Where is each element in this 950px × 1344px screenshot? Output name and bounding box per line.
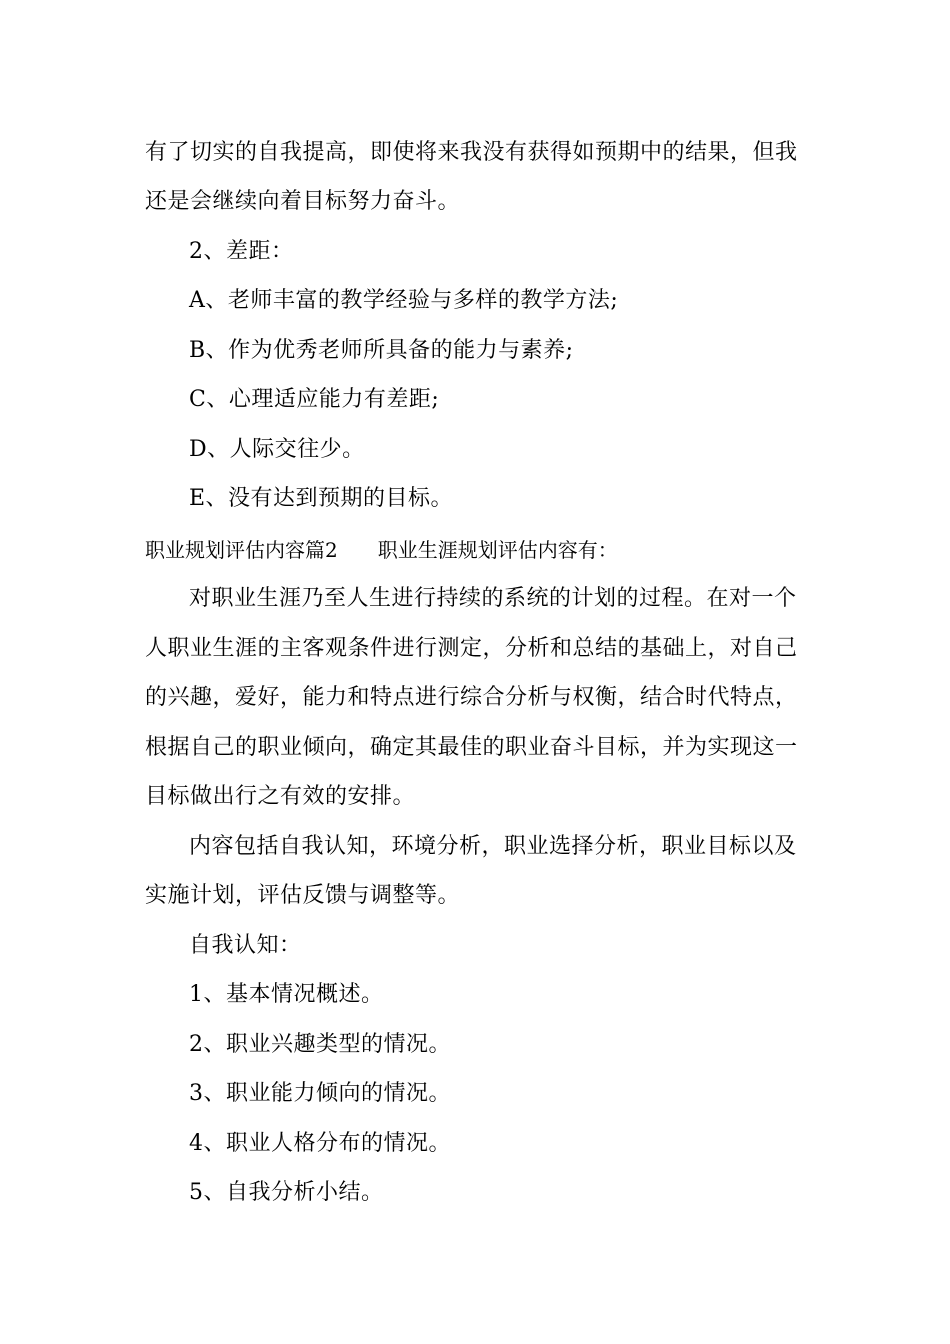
article-title: 职业规划评估内容篇2 [145, 538, 338, 562]
self-awareness-item-1: 1、基本情况概述。 [189, 982, 384, 1007]
self-awareness-heading: 自我认知： [189, 933, 302, 958]
self-awareness-item-5: 5、自我分析小结。 [189, 1180, 384, 1205]
self-awareness-item-3: 3、职业能力倾向的情况。 [189, 1081, 451, 1106]
gap-item-c: C、心理适应能力有差距; [189, 387, 440, 412]
gap-item-e: E、没有达到预期的目标。 [189, 486, 454, 511]
paragraph1-line-2: 人职业生涯的主客观条件进行测定，分析和总结的基础上，对自己 [145, 636, 798, 661]
continuation-line-1: 有了切实的自我提高，即使将来我没有获得如预期中的结果，但我 [145, 140, 798, 165]
article-subtitle: 职业生涯规划评估内容有： [377, 538, 618, 562]
paragraph1-line-3: 的兴趣，爱好，能力和特点进行综合分析与权衡，结合时代特点， [145, 685, 798, 710]
gap-heading: 2、差距： [189, 239, 294, 264]
gap-item-b: B、作为优秀老师所具备的能力与素养; [189, 338, 574, 363]
article-heading [145, 536, 810, 564]
gap-item-a: A、老师丰富的教学经验与多样的教学方法; [189, 288, 619, 313]
paragraph2-line-1: 内容包括自我认知，环境分析，职业选择分析，职业目标以及 [189, 834, 797, 859]
paragraph1-line-1: 对职业生涯乃至人生进行持续的系统的计划的过程。在对一个 [189, 586, 797, 611]
self-awareness-item-4: 4、职业人格分布的情况。 [189, 1131, 451, 1156]
paragraph2-line-2: 实施计划，评估反馈与调整等。 [145, 883, 461, 908]
continuation-line-2: 还是会继续向着目标努力奋斗。 [145, 189, 461, 214]
paragraph1-line-5: 目标做出行之有效的安排。 [145, 784, 416, 809]
gap-item-d: D、人际交往少。 [189, 437, 365, 462]
paragraph1-line-4: 根据自己的职业倾向，确定其最佳的职业奋斗目标，并为实现这一 [145, 735, 798, 760]
self-awareness-item-2: 2、职业兴趣类型的情况。 [189, 1032, 451, 1057]
